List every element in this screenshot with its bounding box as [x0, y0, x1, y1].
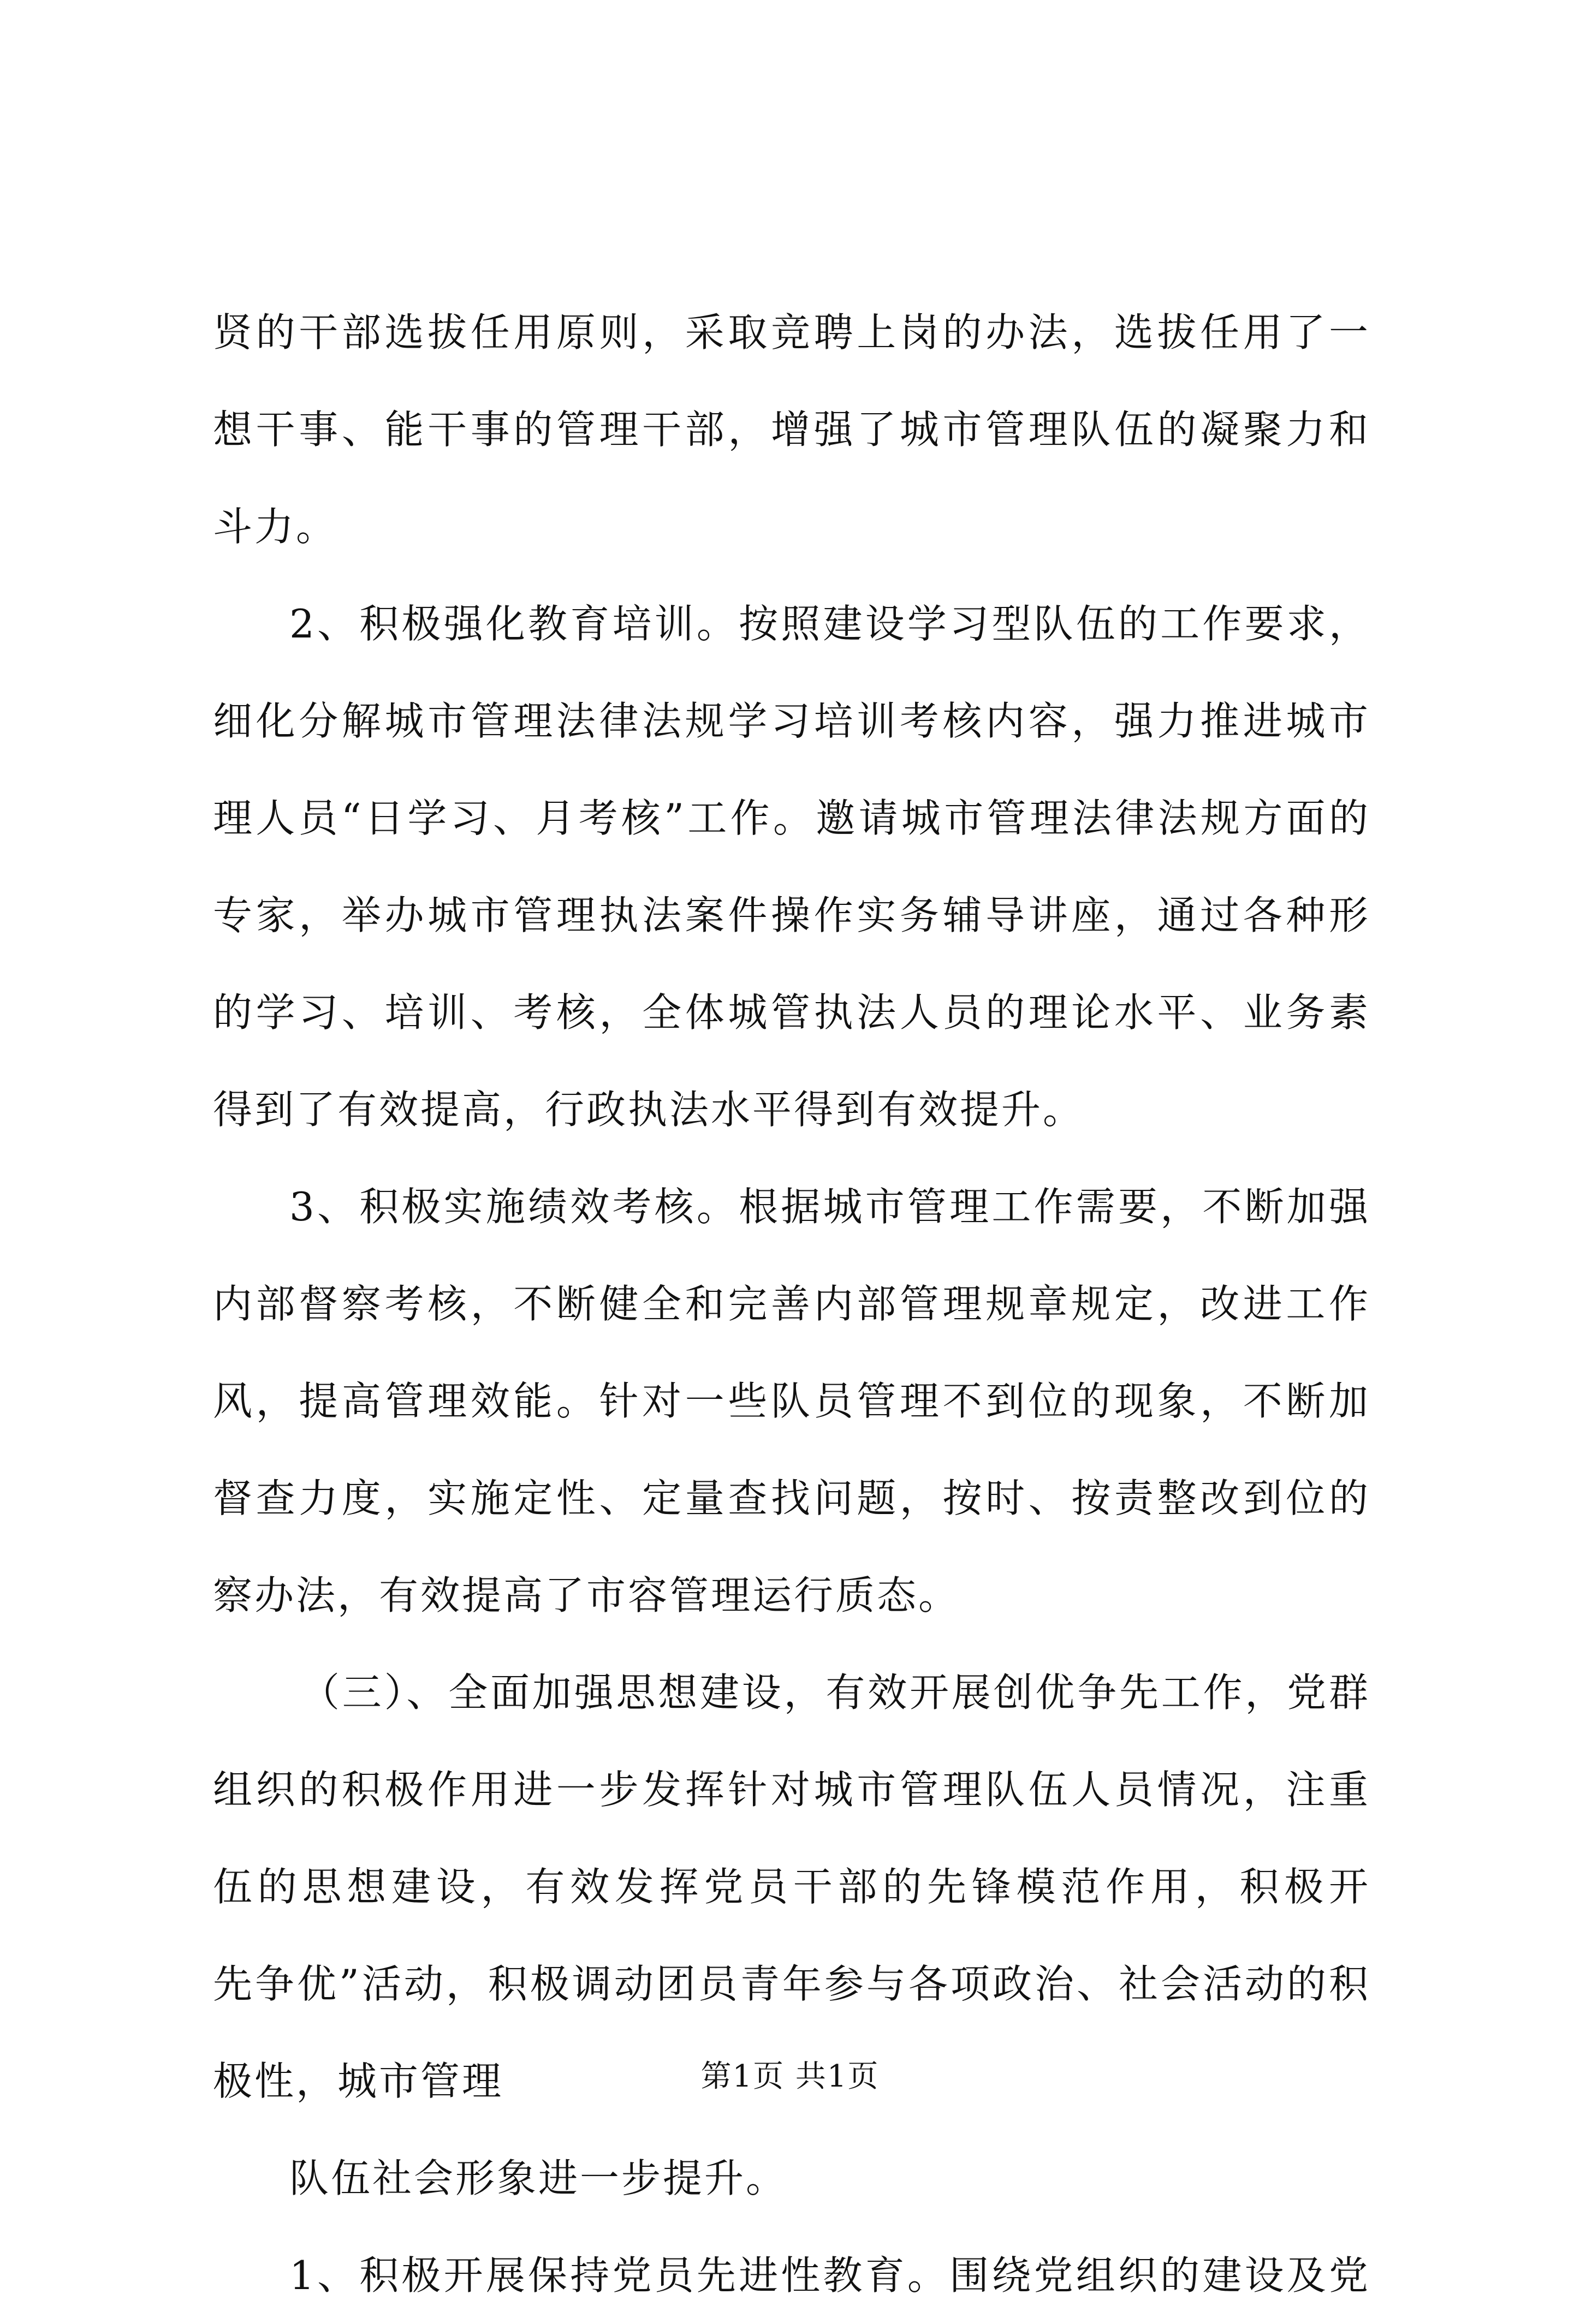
page-number-footer: 第1页 共1页 [700, 2059, 880, 2094]
text-line: 得到了有效提高，行政执法水平得到有效提升。 [213, 1087, 1085, 1133]
text-line: 督查力度，实施定性、定量查找问题，按时、按责整改到位的 [213, 1475, 1370, 1521]
section-heading: （三）、全面加强思想建设，有效开展创优争先工作，党群 [300, 1670, 1370, 1715]
text-line: 察办法，有效提高了市容管理运行质态。 [213, 1572, 960, 1618]
text-line: 的学习、培训、考核，全体城管执法人员的理论水平、业务素 [213, 990, 1370, 1035]
text-line: 队伍社会形象进一步提升。 [289, 2155, 788, 2201]
text-line: 3、积极实施绩效考核。根据城市管理工作需要，不断加强 [289, 1184, 1370, 1230]
text-line: 风，提高管理效能。针对一些队员管理不到位的现象，不断加 [213, 1378, 1370, 1424]
text-line: 斗力。 [213, 504, 338, 550]
text-line: 细化分解城市管理法律法规学习培训考核内容，强力推进城市 [213, 698, 1370, 744]
text-line: 贤的干部选拔任用原则，采取竞聘上岗的办法，选拔任用了一 [213, 309, 1370, 355]
text-line: 1、积极开展保持党员先进性教育。围绕党组织的建设及党 [289, 2253, 1370, 2298]
text-line: 极性，城市管理 [213, 2058, 504, 2104]
text-line: 想干事、能干事的管理干部，增强了城市管理队伍的凝聚力和 [213, 407, 1370, 452]
text-line: 内部督察考核，不断健全和完善内部管理规章规定，改进工作 [213, 1281, 1370, 1327]
text-line: 专家，举办城市管理执法案件操作实务辅导讲座，通过各种形 [213, 892, 1370, 938]
text-line: 理人员“日学习、月考核”工作。邀请城市管理法律法规方面的 [213, 795, 1370, 841]
text-line: 先争优”活动，积极调动团员青年参与各项政治、社会活动的积 [213, 1961, 1370, 2007]
text-line: 伍的思想建设，有效发挥党员干部的先锋模范作用，积极开 [213, 1864, 1370, 1910]
body-text [213, 284, 1370, 2324]
text-line: 2、积极强化教育培训。按照建设学习型队伍的工作要求， [289, 601, 1370, 647]
text-line: 组织的积极作用进一步发挥针对城市管理队伍人员情况，注重 [213, 1767, 1370, 1813]
